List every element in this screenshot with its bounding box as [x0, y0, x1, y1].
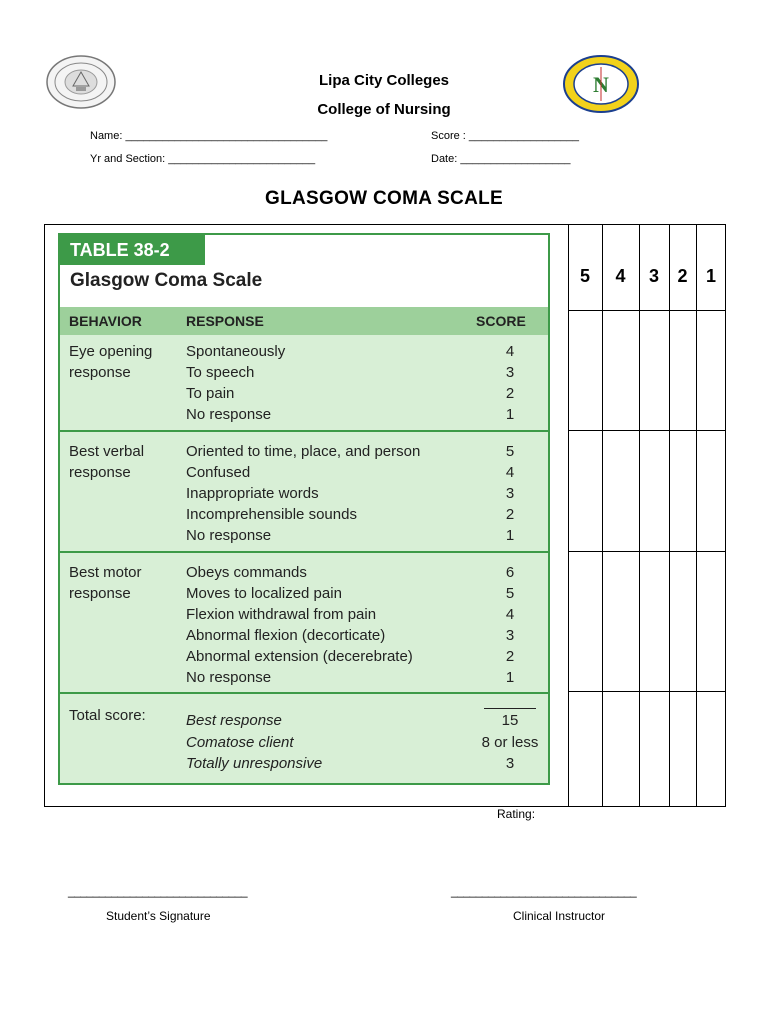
- rating-2: 2: [677, 266, 688, 286]
- table-body: [60, 335, 548, 785]
- response-text: Abnormal extension (decerebrate): [186, 648, 413, 665]
- response-text: Inappropriate words: [186, 485, 319, 502]
- grid-line: [568, 551, 726, 552]
- response-text: Abnormal flexion (decorticate): [186, 627, 386, 644]
- grid-line: [568, 430, 726, 431]
- score-value: 1: [505, 406, 515, 423]
- behavior-label: response: [69, 464, 131, 481]
- col-behavior: BEHAVIOR: [69, 313, 142, 329]
- grid-line: [602, 224, 603, 807]
- behavior-label: response: [69, 585, 131, 602]
- score-value: 4: [505, 606, 515, 623]
- yr-section-field: Yr and Section: ________________________: [90, 153, 316, 165]
- grid-line: [568, 310, 726, 311]
- grid-line: [669, 224, 670, 807]
- response-text: Flexion withdrawal from pain: [186, 606, 377, 623]
- total-response: Totally unresponsive: [186, 755, 323, 772]
- group-divider: [60, 551, 548, 553]
- response-text: To pain: [186, 385, 235, 402]
- response-text: Obeys commands: [186, 564, 307, 581]
- response-text: No response: [186, 406, 272, 423]
- name-field: Name: _________________________________: [90, 130, 328, 142]
- group-divider: [60, 692, 548, 694]
- score-value: 1: [505, 669, 515, 686]
- total-rule: [484, 708, 536, 709]
- response-text: Confused: [186, 464, 251, 481]
- instructor-signature-line: ______________________________: [451, 884, 637, 898]
- score-value: 6: [505, 564, 515, 581]
- date-field: Date: __________________: [431, 153, 571, 165]
- grid-line: [639, 224, 640, 807]
- behavior-label: Best motor: [69, 564, 142, 581]
- total-response: Best response: [186, 712, 282, 729]
- student-signature-line: _____________________________: [68, 884, 248, 898]
- school-name: Lipa City Colleges: [318, 72, 450, 89]
- student-signature-label: Student’s Signature: [106, 909, 211, 923]
- response-text: Incomprehensible sounds: [186, 506, 357, 523]
- behavior-label: Best verbal: [69, 443, 145, 460]
- svg-text:N: N: [593, 72, 609, 97]
- rating-5: 5: [579, 266, 590, 286]
- score-value: 3: [505, 364, 515, 381]
- table-header-row: [60, 307, 548, 335]
- response-text: No response: [186, 527, 272, 544]
- score-value: 2: [505, 648, 515, 665]
- glasgow-table: [58, 233, 550, 785]
- score-value: 4: [505, 343, 515, 360]
- grid-line: [568, 691, 726, 692]
- score-value: 2: [505, 385, 515, 402]
- rating-label: Rating:: [497, 807, 536, 821]
- total-score: 15: [501, 712, 519, 729]
- response-text: No response: [186, 669, 272, 686]
- score-value: 1: [505, 527, 515, 544]
- behavior-label: Eye opening: [69, 343, 153, 360]
- col-score: SCORE: [476, 313, 526, 329]
- score-value: 3: [505, 627, 515, 644]
- table-name: Glasgow Coma Scale: [70, 270, 263, 291]
- total-label: Total score:: [69, 707, 146, 724]
- college-name: College of Nursing: [317, 101, 451, 118]
- response-text: Spontaneously: [186, 343, 286, 360]
- instructor-signature-label: Clinical Instructor: [513, 909, 606, 923]
- response-text: To speech: [186, 364, 255, 381]
- table-tag: TABLE 38-2: [60, 235, 205, 265]
- rating-3: 3: [648, 266, 659, 286]
- grid-line: [568, 224, 569, 807]
- col-response: RESPONSE: [186, 313, 264, 329]
- response-text: Oriented to time, place, and person: [186, 443, 421, 460]
- group-divider: [60, 430, 548, 432]
- total-score: 3: [505, 755, 515, 772]
- score-value: 5: [505, 585, 515, 602]
- score-field: Score : __________________: [431, 130, 580, 142]
- behavior-label: response: [69, 364, 131, 381]
- response-text: Moves to localized pain: [186, 585, 342, 602]
- grid-line: [696, 224, 697, 807]
- rating-4: 4: [615, 266, 626, 286]
- rating-1: 1: [705, 266, 716, 286]
- score-value: 2: [505, 506, 515, 523]
- score-value: 3: [505, 485, 515, 502]
- page-title: GLASGOW COMA SCALE: [265, 188, 503, 209]
- rating-grid: [568, 224, 726, 807]
- score-value: 4: [505, 464, 515, 481]
- total-score: 8 or less: [481, 734, 539, 751]
- score-value: 5: [505, 443, 515, 460]
- total-response: Comatose client: [186, 734, 294, 751]
